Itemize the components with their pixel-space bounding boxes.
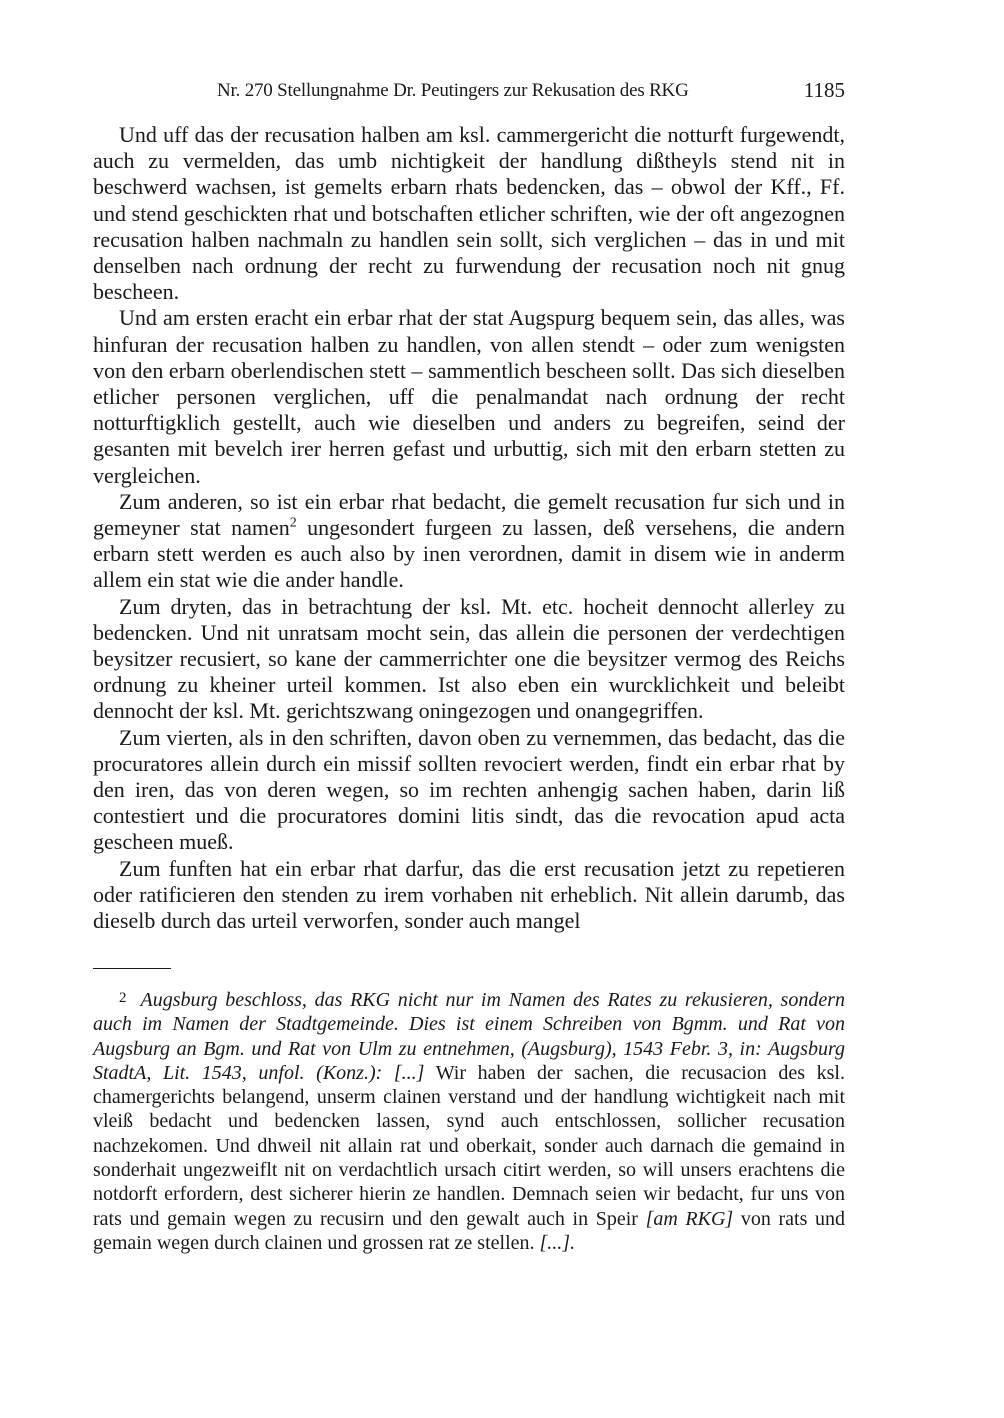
paragraph-1: Und uff das der recusation halben am ksl. cammergericht die notturft furgewendt, auch zu vermelden, das umb nichtigkeit der handlung dißtheyls stend nit in beschwerd wachsen, ist gemelts erbarn rhats bedencken, das – obwol der Kff., Ff. und stend geschickten rhat und botschaften etlicher schriften, wie der oft angezognen recusation halben nachmaln zu handlen sein sollt, sich verglichen – das in und mit denselben nach ordnung der recht zu furwendung der recusation noch nit gnug bescheen. — [93, 122, 845, 305]
paragraph-6: Zum funften hat ein erbar rhat darfur, das die erst recusation jetzt zu repetieren oder ratificieren den stenden zu irem vorhaben nit erheblich. Nit allein darumb, das dieselb durch das urteil verworfen, sonder auch mangel — [93, 855, 845, 934]
main-text — [93, 122, 845, 934]
footnote-reference[interactable]: 2 — [289, 515, 297, 531]
running-header — [93, 80, 845, 106]
running-title: Nr. 270 Stellungnahme Dr. Peutingers zur Rekusation des RKG — [217, 80, 689, 101]
page-number: 1185 — [803, 78, 845, 102]
paragraph-3-text: Zum anderen, so ist ein erbar rhat bedacht, die gemelt recusation fur sich und in gemeyner stat namen — [93, 488, 845, 541]
footnote-quote: Wir haben der sachen, die recusacion des ksl. chamergerichts belangend, unserm clainen verstand und der handlung wichtigkeit nach mit vleiß bedacht und bedencken lassen, synd auch entschlossen, sollicher recusation nachzekomen. Und dhweil nit allain rat und oberkait, sonder auch darnach die gemaind in sonderhait ungezweiflt nit on verdachtlich ursach citirt werden, so will unsers erachtens die notdorft erfordern, dest sicherer hierin ze handlen. Demnach seien wir bedacht, fur uns von rats und gemain wegen zu recusirn und den gewalt auch in Speir — [93, 1061, 845, 1230]
paragraph-4: Zum dryten, das in betrachtung der ksl. Mt. etc. hocheit dennocht allerley zu bedencken. Und nit unratsam mocht sein, das allein die personen der verdechtigen beysitzer recusiert, so kane der cammerrichter one die beysitzer vermog des Reichs ordnung zu kheiner urteil kommen. Ist also eben ein wurcklichkeit und beleibt dennocht der ksl. Mt. gerichtszwang oningezogen und onangegriffen. — [93, 593, 845, 724]
footnote-divider — [93, 968, 171, 969]
footnote-editorial-note: Augsburg beschloss, das RKG nicht nur im Namen des Rates zu rekusieren, sondern auch im Namen der Stadtgemeinde. Dies ist einem Schreiben von Bgmm. und Rat von Augsburg an Bgm. und Rat von Ulm zu entnehmen, (Augsburg), 1543 Febr. 3, in: Augsburg StadtA, Lit. 1543, unfol. (Konz.): [...] — [93, 989, 845, 1084]
footnote-2 — [93, 986, 845, 1255]
paragraph-5: Zum vierten, als in den schriften, davon oben zu vernemmen, das bedacht, das die procuratores allein durch ein missif sollten revociert werden, findt ein erbar rhat by den iren, das von deren wegen, so im rechten anhengig sachen haben, darin liß contestiert und die procuratores domini litis sindt, das die revocation apud acta gescheen mueß. — [93, 724, 845, 855]
footnote-quote-end: von rats und gemain wegen durch clainen und grossen rat ze stellen. — [93, 1207, 845, 1254]
footnote-text — [93, 986, 845, 1255]
paragraph-3-text-cont: ungesondert furgeen zu lassen, deß versehens, die andern erbarn stett werden es auch also by inen verordnen, damit in disem wie in anderm allem ein stat wie die ander handle. — [93, 515, 845, 593]
footnote-ellipsis: [...]. — [539, 1231, 576, 1254]
paragraph-2: Und am ersten eracht ein erbar rhat der stat Augspurg bequem sein, das alles, was hinfuran der recusation halben zu handlen, von allen stendt – oder zum wenigsten von den erbarn oberlendischen stett – sammentlich bescheen sollt. Das sich dieselben etlicher personen verglichen, uff die penalmandat nach ordnung der recht notturftigklich gestellt, auch wie dieselben und anders zu begreifen, seind der gesanten mit bevelch irer herren gefast und urbuttig, sich mit den erbarn stetten zu vergleichen. — [93, 305, 845, 488]
paragraph-3 — [93, 489, 845, 594]
footnote-editorial-insert: [am RKG] — [645, 1207, 734, 1230]
footnote-number: 2 — [119, 990, 127, 1006]
